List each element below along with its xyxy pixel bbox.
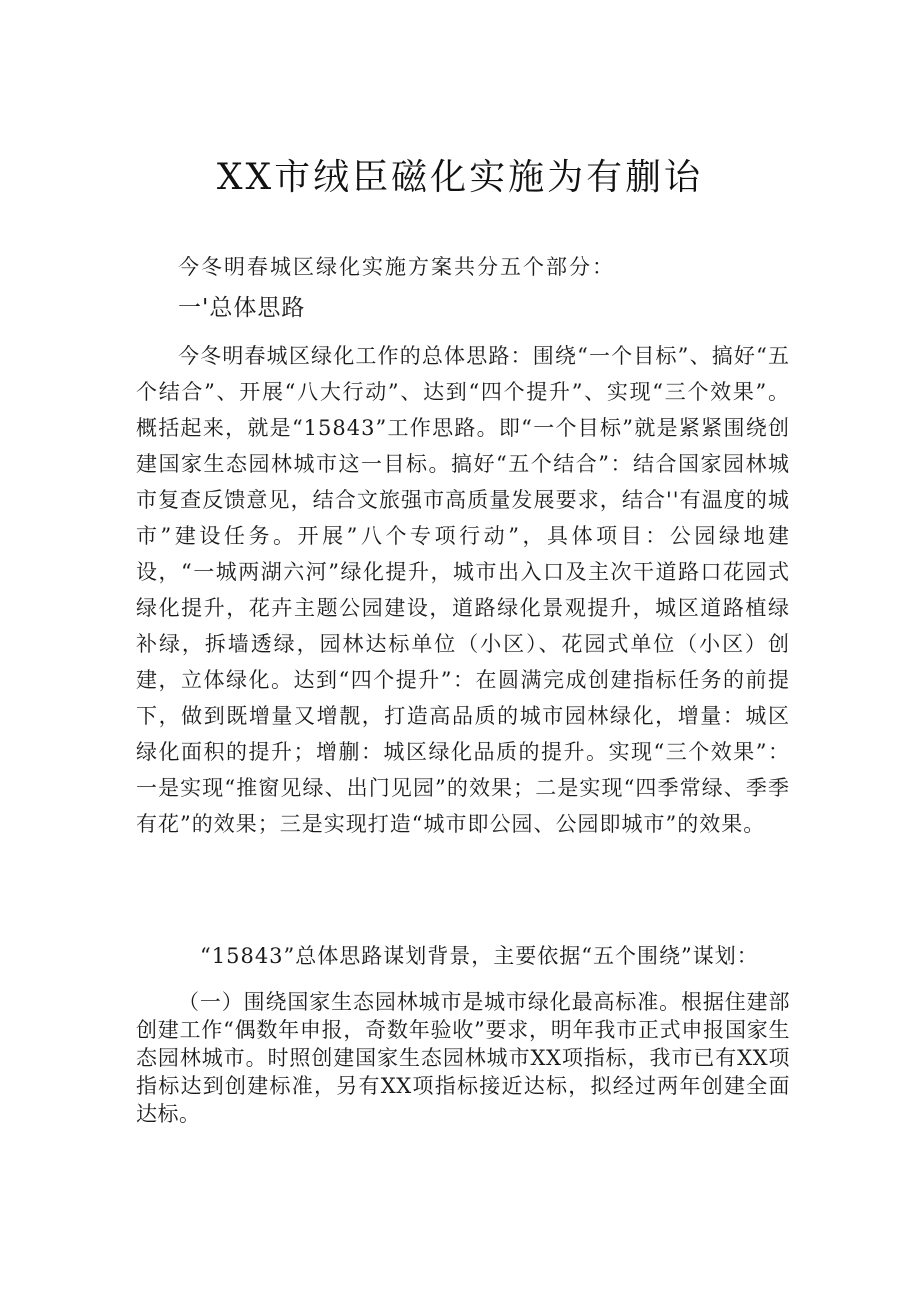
sub-paragraph-one: （一）围绕国家生态园林城市是城市绿化最高标准。根据住建部创建工作“偶数年申报，奇数年验收”要求，明年我市正式申报国家生态园林城市。时照创建国家生态园林城市XX项指标，我市已有XX项指标达到创建标准，另有XX项指标接近达标，拟经过两年创建全面达标。: [136, 990, 790, 1126]
section-heading-overall-approach: 一'总体思路: [178, 295, 306, 321]
document-title: XX市绒臣磁化实施为有蒯诒: [216, 157, 704, 198]
intro-paragraph: 今冬明春城区绿化实施方案共分五个部分：: [178, 255, 615, 279]
planning-background-line: “15843”总体思路谋划背景，主要依据“五个围绕”谋划：: [200, 944, 759, 968]
overall-approach-paragraph: 今冬明春城区绿化工作的总体思路：围绕“一个目标”、搞好“五个结合”、开展“八大行动”、达到“四个提升”、实现“三个效果”。概括起来，就是“15843”工作思路。即“一个目标”就是紧紧围绕创建国家生态园林城市这一目标。搞好“五个结合”：结合国家园林城市复查反馈意见，结合文旅强市高质量发展要求，结合''有温度的城市”建设任务。开展”八个专项行动”，具体项目：公园绿地建设，“一城两湖六河”绿化提升，城市出入口及主次干道路口花园式绿化提升，花卉主题公园建设，道路绿化景观提升，城区道路植绿补绿，拆墙透绿，园林达标单位（小区）、花园式单位（小区）创建，立体绿化。达到“四个提升”：在圆满完成创建指标任务的前提下，做到既增量又增靓，打造高品质的城市园林绿化，增量：城区绿化面积的提升；增蒯：城区绿化品质的提升。实现“三个效果”：一是实现“推窗见绿、出门见园”的效果；二是实现“四季常绿、季季有花”的效果；三是实现打造“城市即公园、公园即城市”的效果。: [136, 344, 790, 836]
